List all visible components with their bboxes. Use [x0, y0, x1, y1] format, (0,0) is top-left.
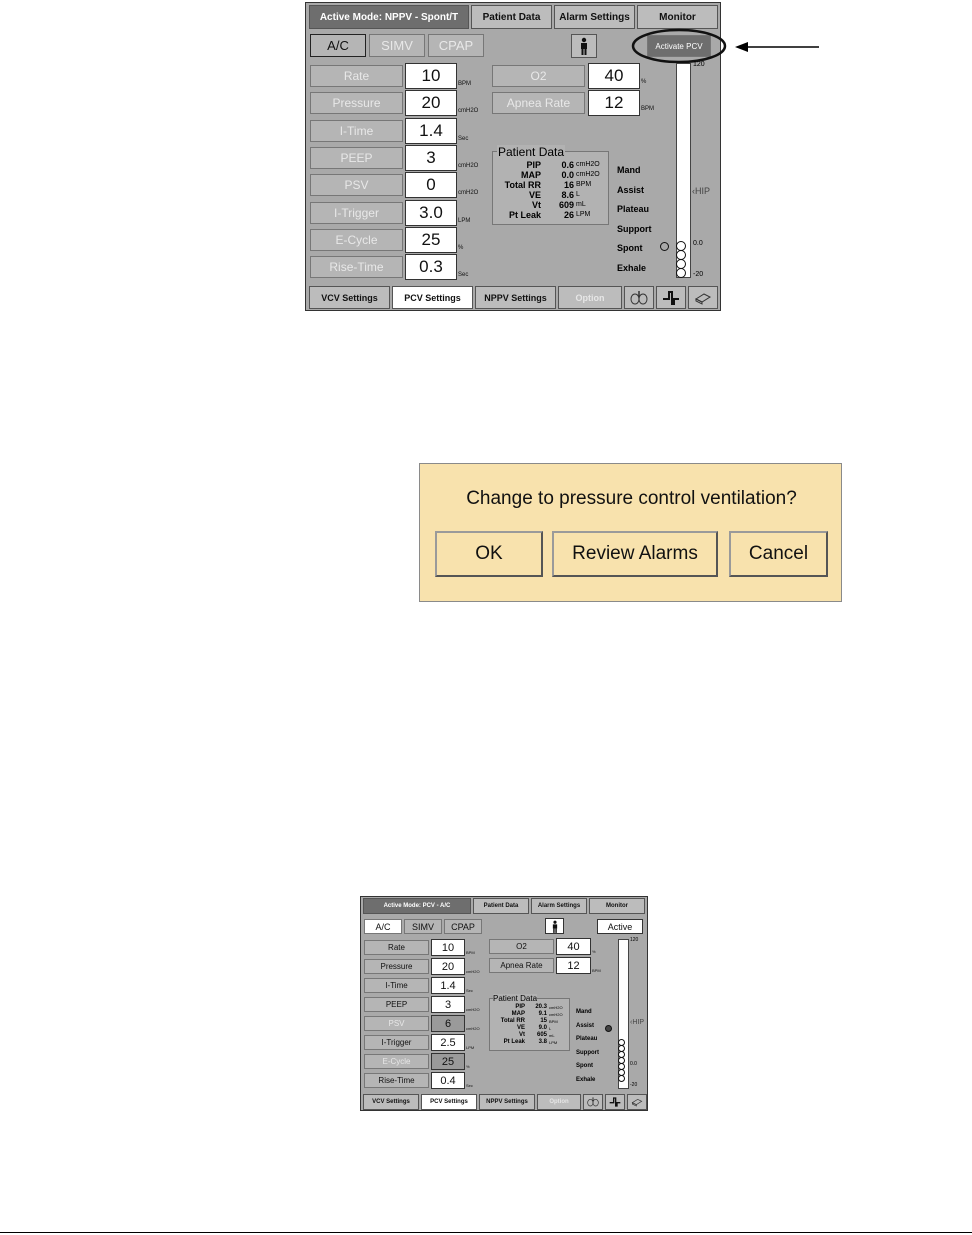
scale-top-label: 120	[693, 61, 705, 68]
phase-exhale: Exhale	[617, 262, 647, 273]
e-cycle-unit: %	[466, 1064, 470, 1069]
phase-plateau: Plateau	[576, 1036, 598, 1042]
i-trigger-label[interactable]: I-Trigger	[364, 1035, 429, 1050]
psv-label[interactable]: PSV	[364, 1016, 429, 1031]
i-trigger-value[interactable]: 2.5	[431, 1034, 465, 1051]
dialog-question: Change to pressure control ventilation?	[466, 488, 797, 509]
patient-data-unit: mL	[549, 1033, 555, 1038]
patient-data-key: Total RR	[500, 1018, 525, 1024]
rise-time-unit: Sec	[458, 272, 469, 279]
patient-data-box	[489, 994, 570, 1051]
pressure-value[interactable]: 20	[405, 90, 457, 116]
patient-data-row	[490, 1011, 571, 1018]
patient-data-unit: BPM	[549, 1019, 558, 1024]
page-divider	[0, 1232, 972, 1233]
tab-option[interactable]: Option	[537, 1094, 581, 1110]
peep-label[interactable]: PEEP	[364, 997, 429, 1012]
scale-top-label: 120	[630, 937, 639, 943]
tab-alarm-settings[interactable]: Alarm Settings	[531, 898, 587, 914]
i-trigger-unit: LPM	[466, 1045, 475, 1050]
patient-data-rows	[490, 1004, 571, 1046]
i-trigger-label[interactable]: I-Trigger	[310, 202, 403, 224]
i-time-value[interactable]: 1.4	[431, 977, 465, 994]
patient-data-rows	[493, 160, 610, 220]
patient-data-row	[493, 180, 610, 190]
i-time-label[interactable]: I-Time	[364, 978, 429, 993]
ventilator-screen-pcv	[360, 896, 648, 1111]
patient-data-value: 609	[558, 200, 574, 210]
apnea-rate-label[interactable]: Apnea Rate	[492, 92, 585, 114]
pressure-unit: cmH2O	[458, 108, 479, 115]
o2-unit: %	[592, 949, 596, 954]
bar-circle-7	[618, 1075, 625, 1082]
i-time-unit: Sec	[458, 135, 469, 142]
patient-data-unit: cmH2O	[549, 1012, 563, 1017]
phase-assist: Assist	[617, 184, 645, 195]
patient-data-key: VE	[516, 1025, 525, 1031]
patient-data-unit: cmH2O	[549, 1005, 563, 1010]
peep-label[interactable]: PEEP	[310, 147, 403, 169]
phase-mand: Mand	[576, 1009, 592, 1015]
tab-active-mode[interactable]: Active Mode: PCV - A/C	[363, 898, 471, 914]
patient-icon[interactable]	[571, 34, 597, 58]
scale-mid-label: 0.0	[693, 240, 703, 247]
o2-unit: %	[641, 79, 647, 85]
mode-simv-button[interactable]: SIMV	[404, 919, 442, 934]
patient-data-value: 20.3	[535, 1004, 547, 1010]
patient-data-value: 0.6	[561, 160, 574, 170]
pressure-value[interactable]: 20	[431, 958, 465, 975]
rise-time-value[interactable]: 0.4	[431, 1072, 465, 1089]
patient-data-value: 0.0	[561, 170, 574, 180]
patient-data-key: Pt Leak	[508, 210, 541, 220]
tab-active-mode[interactable]: Active Mode: NPPV - Spont/T	[309, 5, 469, 29]
peep-value[interactable]: 3	[405, 145, 457, 171]
psv-unit: cmH2O	[458, 190, 479, 197]
patient-data-key: VE	[528, 190, 541, 200]
i-trigger-unit: LPM	[458, 217, 471, 224]
rise-time-label[interactable]: Rise-Time	[364, 1073, 429, 1088]
waveform-icon[interactable]	[605, 1094, 625, 1110]
patient-icon[interactable]	[545, 918, 564, 934]
patient-data-title: Patient Data	[498, 145, 565, 159]
patient-data-row	[490, 1032, 571, 1039]
scale-mid-label: 0.0	[630, 1061, 637, 1067]
patient-data-unit: LPM	[549, 1040, 558, 1045]
bar-circle-4	[676, 268, 686, 278]
patient-data-row	[490, 1025, 571, 1032]
printer-icon[interactable]	[688, 286, 718, 309]
patient-data-unit: cmH2O	[576, 171, 600, 178]
psv-value[interactable]: 0	[405, 172, 457, 198]
ventilator-screen-nppv	[305, 2, 721, 311]
printer-icon[interactable]	[627, 1094, 647, 1110]
mode-cpap-button[interactable]: CPAP	[444, 919, 482, 934]
apnea-rate-value[interactable]: 12	[556, 957, 591, 974]
patient-data-key: Vt	[519, 1032, 525, 1038]
tab-patient-data[interactable]: Patient Data	[473, 898, 529, 914]
activate-pcv-button[interactable]: Activate PCV	[647, 35, 711, 57]
patient-data-key: PIP	[526, 160, 541, 170]
phase-mand: Mand	[617, 165, 641, 175]
tab-nppv-settings[interactable]: NPPV Settings	[475, 286, 556, 309]
patient-data-value: 15	[540, 1018, 547, 1024]
phase-spont: Spont	[617, 243, 643, 253]
pointer-arrow	[733, 37, 823, 57]
rate-value[interactable]: 10	[405, 63, 457, 89]
tab-monitor[interactable]: Monitor	[637, 5, 718, 29]
psv-unit: cmH2O	[466, 1026, 480, 1031]
highlight-ellipse	[631, 28, 728, 64]
confirm-dialog	[419, 463, 842, 602]
scale-bottom-label: -20	[693, 271, 704, 278]
e-cycle-label[interactable]: E-Cycle	[364, 1054, 429, 1069]
tab-pcv-settings[interactable]: PCV Settings	[392, 286, 473, 309]
tab-vcv-settings[interactable]: VCV Settings	[309, 286, 390, 309]
patient-data-unit: cmH2O	[576, 161, 600, 168]
tab-nppv-settings[interactable]: NPPV Settings	[479, 1094, 535, 1110]
o2-value[interactable]: 40	[588, 63, 640, 89]
peep-value[interactable]: 3	[431, 996, 465, 1013]
rate-unit: BPM	[466, 950, 475, 955]
i-time-value[interactable]: 1.4	[405, 118, 457, 144]
apnea-rate-value[interactable]: 12	[588, 90, 640, 116]
tab-vcv-settings[interactable]: VCV Settings	[363, 1094, 419, 1110]
patient-data-key: Pt Leak	[503, 1039, 525, 1045]
peep-unit: cmH2O	[458, 162, 479, 169]
e-cycle-label[interactable]: E-Cycle	[310, 229, 403, 251]
waveform-icon[interactable]	[656, 286, 686, 309]
i-time-unit: Sec	[466, 988, 473, 993]
patient-data-key: Total RR	[504, 180, 541, 190]
patient-data-row	[493, 190, 610, 200]
rate-unit: BPM	[458, 81, 472, 87]
phase-plateau: Plateau	[617, 204, 650, 214]
patient-data-row	[493, 200, 610, 210]
psv-value[interactable]: 6	[431, 1015, 465, 1032]
patient-data-unit: mL	[576, 201, 586, 208]
lungs-icon[interactable]	[624, 286, 654, 309]
apnea-rate-unit: BPM	[592, 968, 601, 973]
phase-indicator	[605, 1025, 612, 1032]
patient-data-key: MAP	[521, 170, 541, 180]
pressure-label[interactable]: Pressure	[310, 92, 403, 114]
patient-data-title: Patient Data	[493, 994, 538, 1003]
e-cycle-unit: %	[458, 244, 464, 251]
patient-data-value: 16	[563, 180, 574, 190]
rate-label[interactable]: Rate	[364, 940, 429, 955]
psv-label[interactable]: PSV	[310, 174, 403, 196]
mode-ac-button[interactable]: A/C	[310, 34, 366, 57]
patient-data-value: 8.6	[561, 190, 574, 200]
patient-data-unit: L	[549, 1026, 552, 1031]
patient-data-row	[493, 170, 610, 180]
tab-patient-data[interactable]: Patient Data	[471, 5, 552, 29]
tab-option[interactable]: Option	[558, 286, 622, 309]
patient-data-key: MAP	[511, 1011, 525, 1017]
o2-label[interactable]: O2	[492, 65, 585, 87]
rate-value[interactable]: 10	[431, 939, 465, 956]
ok-button[interactable]: OK	[435, 531, 543, 577]
tab-pcv-settings[interactable]: PCV Settings	[421, 1094, 477, 1110]
patient-data-row	[493, 210, 610, 220]
active-indicator: Active	[597, 919, 643, 934]
pressure-unit: cmH2O	[466, 969, 480, 974]
mode-simv-button[interactable]: SIMV	[369, 34, 425, 57]
patient-data-value: 3.8	[538, 1039, 547, 1045]
patient-data-key: Vt	[532, 200, 541, 210]
e-cycle-value[interactable]: 25	[431, 1053, 465, 1070]
rise-time-unit: Sec	[466, 1083, 473, 1088]
apnea-rate-unit: BPM	[641, 106, 655, 112]
review-alarms-button[interactable]: Review Alarms	[552, 531, 718, 577]
patient-data-unit: L	[576, 191, 580, 198]
phase-assist: Assist	[576, 1022, 595, 1029]
hip-marker: ‹HIP	[630, 1019, 645, 1026]
o2-value[interactable]: 40	[556, 938, 591, 955]
cancel-button[interactable]: Cancel	[729, 531, 828, 577]
patient-data-value: 605	[536, 1032, 547, 1038]
peep-unit: cmH2O	[466, 1007, 480, 1012]
phase-support: Support	[576, 1049, 599, 1056]
patient-data-row	[493, 160, 610, 170]
patient-data-value: 9.0	[538, 1025, 547, 1031]
apnea-rate-label[interactable]: Apnea Rate	[489, 958, 554, 973]
pressure-label[interactable]: Pressure	[364, 959, 429, 974]
patient-data-row	[490, 1004, 571, 1011]
phase-support: Support	[617, 223, 652, 234]
mode-cpap-button[interactable]: CPAP	[428, 34, 484, 57]
rise-time-label[interactable]: Rise-Time	[310, 256, 403, 278]
patient-data-box	[492, 145, 609, 225]
patient-data-row	[490, 1018, 571, 1025]
rise-time-value[interactable]: 0.3	[405, 254, 457, 280]
tab-alarm-settings[interactable]: Alarm Settings	[554, 5, 635, 29]
i-time-label[interactable]: I-Time	[310, 120, 403, 142]
patient-data-value: 9.1	[538, 1011, 547, 1017]
patient-data-unit: BPM	[576, 181, 592, 188]
phase-indicator	[660, 242, 669, 251]
phase-spont: Spont	[576, 1063, 593, 1069]
e-cycle-value[interactable]: 25	[405, 227, 457, 253]
mode-ac-button[interactable]: A/C	[364, 919, 402, 934]
patient-data-unit: LPM	[576, 211, 591, 218]
patient-data-key: PIP	[515, 1004, 525, 1010]
tab-monitor[interactable]: Monitor	[589, 898, 645, 914]
patient-data-value: 26	[563, 210, 574, 220]
i-trigger-value[interactable]: 3.0	[405, 200, 457, 226]
o2-label[interactable]: O2	[489, 939, 554, 954]
hip-marker: ‹HIP	[692, 186, 711, 196]
phase-exhale: Exhale	[576, 1076, 596, 1083]
scale-bottom-label: -20	[630, 1082, 638, 1088]
rate-label[interactable]: Rate	[310, 65, 403, 87]
lungs-icon[interactable]	[583, 1094, 603, 1110]
patient-data-row	[490, 1039, 571, 1046]
